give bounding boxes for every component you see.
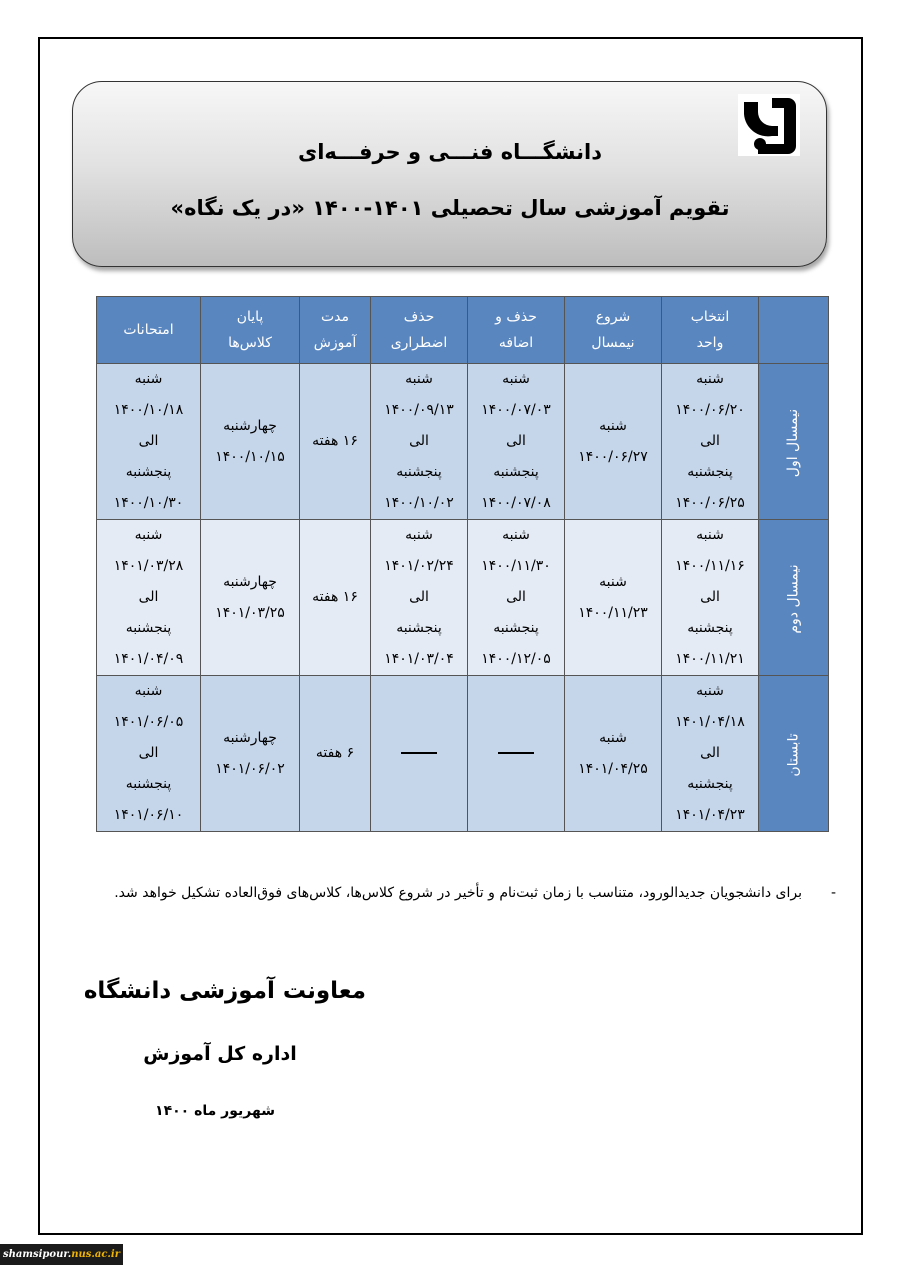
row-header	[759, 676, 829, 832]
column-header: انتخاب واحد	[662, 297, 759, 364]
calendar-title: تقویم آموزشی سال تحصیلی ۱۴۰۱-۱۴۰۰ «در یک نگاه»	[170, 196, 730, 220]
table-cell: ۱۶ هفته	[300, 520, 371, 676]
table-row	[97, 364, 829, 520]
table-cell: شنبه ۱۴۰۰/۰۹/۱۳ الی پنجشنبه ۱۴۰۰/۱۰/۰۲	[371, 364, 468, 520]
table-cell: شنبه ۱۴۰۰/۱۱/۱۶ الی پنجشنبه ۱۴۰۰/۱۱/۲۱	[662, 520, 759, 676]
signature-date: شهریور ماه ۱۴۰۰	[155, 1103, 275, 1119]
table-cell: شنبه ۱۴۰۱/۰۳/۲۸ الی پنجشنبه ۱۴۰۱/۰۴/۰۹	[97, 520, 201, 676]
table-row	[97, 520, 829, 676]
table-cell: شنبه ۱۴۰۱/۰۴/۲۵	[565, 676, 662, 832]
source-watermark	[0, 1244, 123, 1265]
table-row	[97, 676, 829, 832]
table-header-row	[97, 297, 829, 364]
table-cell: شنبه ۱۴۰۰/۱۱/۲۳	[565, 520, 662, 676]
empty-cell	[371, 676, 468, 832]
table-cell: شنبه ۱۴۰۰/۱۰/۱۸ الی پنجشنبه ۱۴۰۰/۱۰/۳۰	[97, 364, 201, 520]
footnote-bullet: -	[830, 885, 836, 901]
table-cell: شنبه ۱۴۰۰/۱۱/۳۰ الی پنجشنبه ۱۴۰۰/۱۲/۰۵	[468, 520, 565, 676]
column-header: شروع نیمسال	[565, 297, 662, 364]
column-header: مدت آموزش	[300, 297, 371, 364]
watermark-name: shamsipour.	[3, 1249, 72, 1260]
academic-calendar-table	[96, 296, 829, 832]
table-cell: شنبه ۱۴۰۰/۰۷/۰۳ الی پنجشنبه ۱۴۰۰/۰۷/۰۸	[468, 364, 565, 520]
signature-office: اداره کل آموزش	[143, 1043, 297, 1065]
watermark-domain: nus.ac.ir	[71, 1249, 120, 1260]
table-cell: شنبه ۱۴۰۰/۰۶/۲۰ الی پنجشنبه ۱۴۰۰/۰۶/۲۵	[662, 364, 759, 520]
row-header	[759, 520, 829, 676]
column-header: حذف اضطراری	[371, 297, 468, 364]
dash-placeholder	[498, 752, 534, 754]
table-corner-cell	[759, 297, 829, 364]
column-header: حذف و اضافه	[468, 297, 565, 364]
header-banner	[72, 81, 827, 267]
column-header: امتحانات	[97, 297, 201, 364]
table-cell: شنبه ۱۴۰۱/۰۴/۱۸ الی پنجشنبه ۱۴۰۱/۰۴/۲۳	[662, 676, 759, 832]
empty-cell	[468, 676, 565, 832]
table-cell: شنبه ۱۴۰۰/۰۶/۲۷	[565, 364, 662, 520]
row-header	[759, 364, 829, 520]
table-cell: چهارشنبه ۱۴۰۱/۰۶/۰۲	[201, 676, 300, 832]
row-label: نیمسال اول	[785, 408, 802, 478]
table-cell: چهارشنبه ۱۴۰۱/۰۳/۲۵	[201, 520, 300, 676]
table-cell: ۶ هفته	[300, 676, 371, 832]
table-cell: ۱۶ هفته	[300, 364, 371, 520]
table-cell: شنبه ۱۴۰۱/۰۶/۰۵ الی پنجشنبه ۱۴۰۱/۰۶/۱۰	[97, 676, 201, 832]
table-cell: چهارشنبه ۱۴۰۰/۱۰/۱۵	[201, 364, 300, 520]
row-label: نیمسال دوم	[785, 564, 802, 634]
table-cell: شنبه ۱۴۰۱/۰۲/۲۴ الی پنجشنبه ۱۴۰۱/۰۳/۰۴	[371, 520, 468, 676]
footnote	[96, 876, 836, 910]
signature-deputy: معاونت آموزشی دانشگاه	[83, 978, 366, 1004]
row-label: تابستان	[785, 733, 802, 777]
column-header: پایان کلاس‌ها	[201, 297, 300, 364]
dash-placeholder	[401, 752, 437, 754]
university-logo-icon	[738, 94, 800, 156]
footnote-text: برای دانشجویان جدیدالورود، متناسب با زمان ثبت‌نام و تأخیر در شروع کلاس‌ها، کلاس‌های فوق‌العاده تشکیل خواهد شد.	[114, 885, 802, 901]
university-name: دانشگـــاه فنـــی و حرفـــه‌ای	[297, 140, 602, 164]
